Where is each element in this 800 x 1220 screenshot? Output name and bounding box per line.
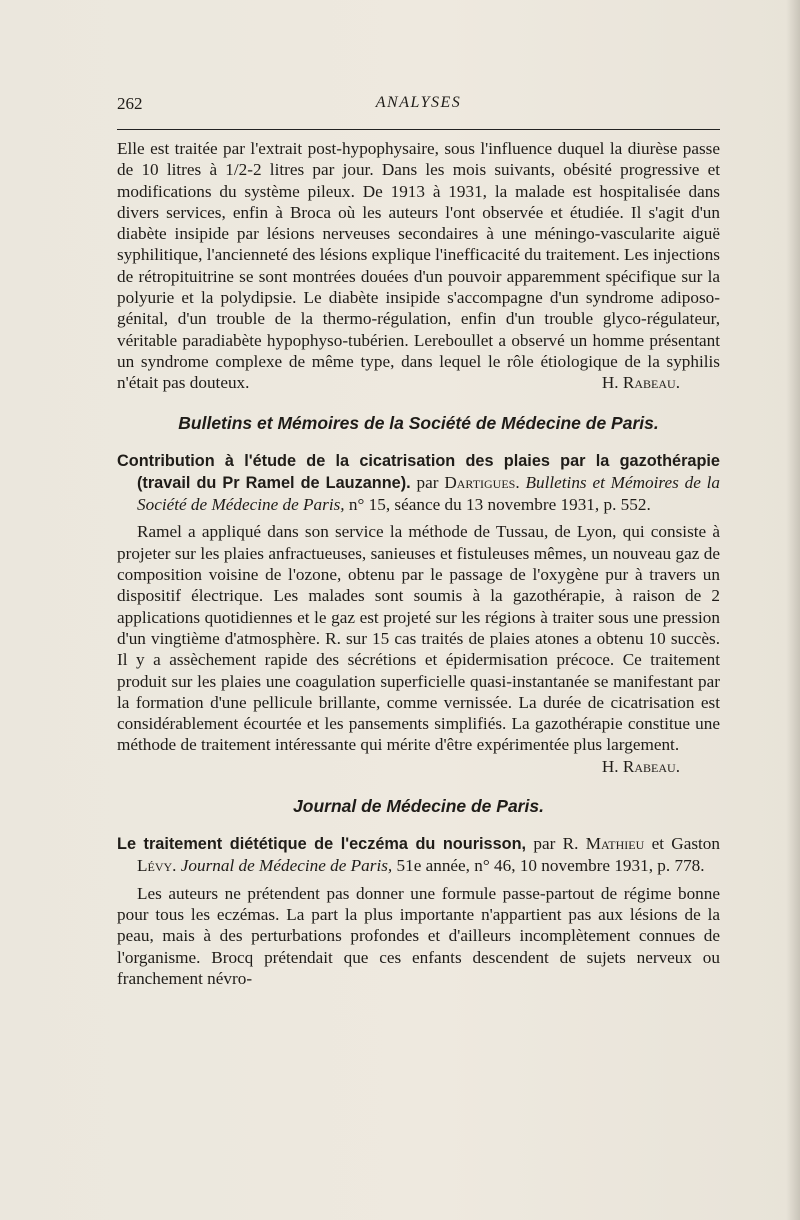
article2-title: Contribution à l'étude de la cicatrisation des plaies par la gazothérapie (travail du Pr Ramel de Lauzanne). — [117, 451, 720, 492]
running-title: ANALYSES — [375, 94, 462, 111]
article3-journal: Journal de Médecine de Paris, — [180, 856, 393, 876]
page-header — [117, 94, 720, 116]
article2-text: Ramel a appliqué dans son service la méthode de Tussau, de Lyon, qui consiste à projeter sur les plaies anfractueuses, sanieuses et fistuleuses mêmes, un nouveau gaz de composition voisine de l'ozone, obtenu par le passage de l'oxygène pur à travers un dispositif électrique. Les malades sont soumis à la gazothérapie, à raison de 2 applications quotidiennes et le gaz est projeté sur les régions à traiter sous une pression d'un vingtième d'atmosphère. R. sur 15 cas traités de plaies atones a obtenu 10 succès. Il y a assèchement rapide des sécrétions et épidermisation précoce. Ce traitement produit sur les plaies une coagulation superficielle quasi-instantanée se manifestant par la formation d'une pellicule brillante, comme vernissée. La durée de cicatrisation est considérablement écourtée et les pansements simplifiés. La gazothérapie constitue une méthode de traitement intéressante qui mérite d'être expérimentée plus largement. H. Rabeau. — [117, 522, 720, 776]
article2-author: Dartigues. — [444, 472, 520, 492]
article3-text: Les auteurs ne prétendent pas donner une formule passe-partout de régime bonne pour tous les eczémas. La part la plus importante n'appartient pas aux lésions de la peau, mais à des perturbations profondes et d'ailleurs incomplètement connues de l'organisme. Brocq prétendait que ces enfants descendent de sujets nerveux ou franchement névro- — [117, 883, 720, 988]
page-number: 262 — [117, 94, 143, 113]
article1-signature: H. Rabeau. — [601, 373, 680, 393]
article1-text: Elle est traitée par l'extrait post-hypophysaire, sous l'influence duquel la diurèse passe de 10 litres à 1/2-2 litres par jour. Dans les mois suivants, obésité progressive et modifications du système pileux. De 1913 à 1931, la malade est hospitalisée dans divers services, enfin à Broca où les auteurs l'ont observée et étudiée. Il s'agit d'un diabète insipide par lésions nerveuses secondaires à une méningo-vascularite aiguë syphilitique, l'ancienneté des lésions explique l'inefficacité du traitement. Les injections de rétropituitrine se sont montrées douées d'un pouvoir apparemment spécifique sur la polyurie et la polydipsie. Le diabète insipide s'accompagne d'un syndrome adiposo-génital, d'un trouble de la thermo-régulation, enfin d'un trouble glyco-régulateur, véritable paradiabète hypophyso-tubérien. Lereboullet a observé un homme présentant un syndrome complexe de même type, dans lequel le rôle étiologique de la syphilis n'était pas douteux. H. Rabeau. — [117, 139, 720, 393]
article3-heading: Le traitement diététique de l'eczéma du nourisson, par R. Mathieu et Gaston Lévy. Journal de Médecine de Paris, 51e année, n° 46, 10 novembre 1931, p. 778. — [117, 834, 720, 876]
article3-author1: Mathieu — [585, 834, 645, 854]
article2-heading: Contribution à l'étude de la cicatrisation des plaies par la gazothérapie (travail du Pr Ramel de Lauzanne). par Dartigues. Bulletins et Mémoires de la Société de Médecine de Paris, n° 15, séance du 13 novembre 1931, p. 552. — [117, 451, 721, 515]
page-body — [117, 138, 720, 989]
section-title-journal: Journal de Médecine de Paris. — [293, 796, 544, 817]
article2-journal: Bulletins et Mémoires de la Société de Médecine de Paris, — [137, 472, 721, 515]
article3-title: Le traitement diététique de l'eczéma du nourisson, — [117, 835, 527, 854]
article3-author2: Lévy. — [137, 856, 177, 876]
page-edge-shadow — [786, 0, 800, 1220]
article2-citation: n° 15, séance du 13 novembre 1931, p. 552. — [348, 495, 651, 515]
section-title-bulletins: Bulletins et Mémoires de la Société de Médecine de Paris. — [178, 412, 659, 433]
article3-citation: 51e année, n° 46, 10 novembre 1931, p. 778. — [396, 856, 705, 876]
header-rule — [117, 129, 720, 130]
article2-signature: H. Rabeau. — [601, 756, 680, 776]
